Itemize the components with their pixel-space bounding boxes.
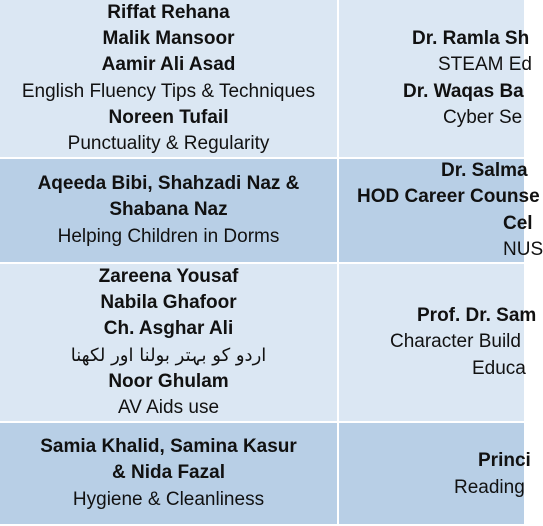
speaker-name: Noreen Tufail (108, 106, 229, 128)
speaker-name: Shabana Naz (109, 199, 228, 221)
guest-topic: Educa (472, 357, 526, 379)
guest-name: Prof. Dr. Sam (417, 305, 537, 327)
row-2-guest-cell (339, 159, 543, 264)
speaker-name: Malik Mansoor (102, 27, 235, 49)
row-4-guest-cell (339, 423, 531, 526)
speaker-name: Aamir Ali Asad (101, 54, 236, 76)
speaker-name: Aqeeda Bibi, Shahzadi Naz & (37, 173, 300, 195)
speaker-name: Riffat Rehana (107, 1, 230, 23)
session-topic: AV Aids use (117, 397, 220, 419)
session-topic: Helping Children in Dorms (57, 225, 280, 247)
guest-name: Dr. Salma (441, 159, 528, 181)
speaker-name: Samia Khalid, Samina Kasur (40, 436, 297, 458)
speaker-name: Noor Ghulam (108, 370, 229, 392)
guest-name: Dr. Ramla Sh (412, 27, 530, 49)
guest-name: Princi (478, 450, 531, 472)
guest-topic: Reading (454, 476, 525, 498)
guest-title: Cel (503, 212, 533, 234)
row-1-speakers-cell (0, 0, 339, 159)
session-topic: English Fluency Tips & Techniques (21, 80, 316, 102)
speaker-name: Ch. Asghar Ali (103, 318, 234, 340)
session-topic-urdu: اردو کو بہتر بولنا اور لکھنا (70, 344, 267, 366)
speaker-name: Zareena Yousaf (98, 265, 239, 287)
row-3-speakers-cell (0, 264, 339, 423)
row-4-speakers-cell (0, 423, 339, 526)
row-1-guest-cell (339, 0, 532, 159)
guest-affiliation: NUS (503, 238, 543, 260)
guest-title: HOD Career Counse (357, 186, 540, 208)
guest-topic: Character Build (390, 331, 521, 353)
guest-topic: STEAM Ed (438, 54, 532, 76)
row-2-speakers-cell (0, 159, 339, 264)
speaker-name: & Nida Fazal (112, 462, 225, 484)
guest-name: Dr. Waqas Ba (403, 80, 524, 102)
row-3-guest-cell (339, 264, 537, 423)
session-topic: Punctuality & Regularity (67, 133, 270, 155)
session-topic: Hygiene & Cleanliness (72, 488, 265, 510)
guest-topic: Cyber Se (443, 106, 523, 128)
speaker-name: Nabila Ghafoor (100, 291, 237, 313)
